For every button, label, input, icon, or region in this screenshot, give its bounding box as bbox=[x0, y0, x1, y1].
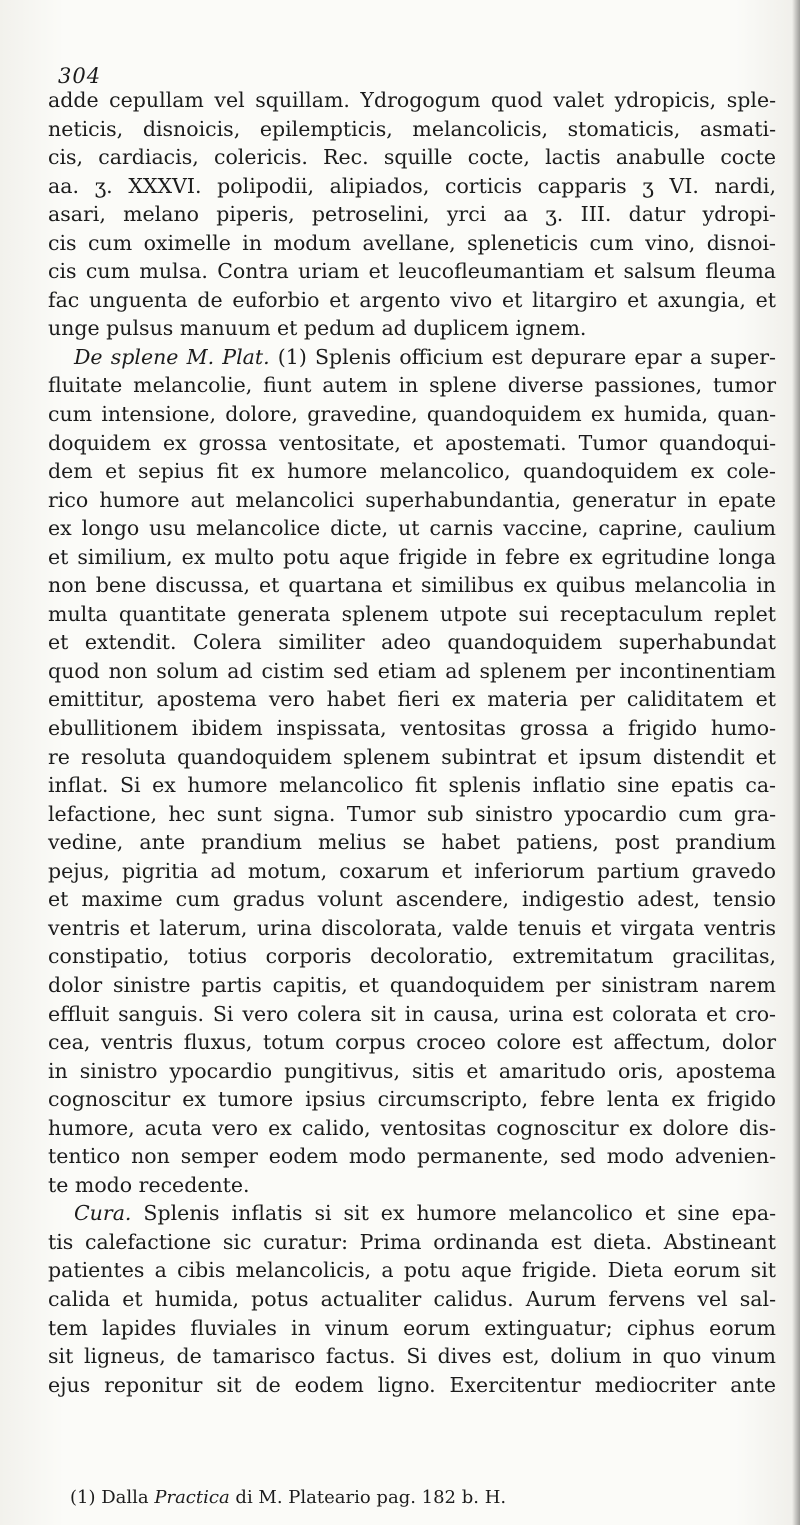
line-text: cea, ventris fluxus, totum corpus croceo colore est affectum, dolor bbox=[48, 1030, 776, 1055]
text-line bbox=[48, 714, 776, 743]
text-line bbox=[48, 1199, 776, 1228]
line-text: quod non solum ad cistim sed etiam ad splenem per incontinentiam bbox=[48, 658, 776, 683]
footnote-title: Practica bbox=[154, 1487, 230, 1508]
text-line bbox=[48, 200, 776, 229]
line-text: adde cepullam vel squillam. Ydrogogum quod valet ydropicis, sple- bbox=[48, 88, 776, 112]
line-text: ex longo usu melancolice dicte, ut carnis vaccine, caprine, caulium bbox=[48, 516, 776, 541]
line-text: cis, cardiacis, colericis. Rec. squille cocte, lactis anabulle cocte bbox=[48, 145, 776, 170]
line-text: (1) Splenis officium est depurare epar a super- bbox=[269, 344, 776, 369]
line-text: effluit sanguis. Si vero colera sit in causa, urina est colorata et cro- bbox=[48, 1001, 776, 1026]
line-text: cis cum oximelle in modum avellane, spleneticis cum vino, disnoi- bbox=[48, 230, 776, 255]
line-text: non bene discussa, et quartana et similibus ex quibus melancolia in bbox=[48, 573, 776, 598]
text-line bbox=[48, 257, 776, 286]
text-line bbox=[48, 1114, 776, 1143]
line-text: rico humore aut melancolici superhabundantia, generatur in epate bbox=[48, 487, 776, 512]
footnote bbox=[70, 1485, 506, 1511]
text-line bbox=[48, 857, 776, 886]
text-line bbox=[48, 743, 776, 772]
text-line bbox=[48, 628, 776, 657]
line-text: in sinistro ypocardio pungitivus, sitis et amaritudo oris, apostema bbox=[48, 1058, 776, 1083]
text-line bbox=[48, 514, 776, 543]
text-line bbox=[48, 429, 776, 458]
line-text: doquidem ex grossa ventositate, et apostemati. Tumor quandoqui- bbox=[48, 430, 776, 455]
text-line bbox=[48, 486, 776, 515]
line-text: humore, acuta vero ex calido, ventositas cognoscitur ex dolore dis- bbox=[48, 1115, 776, 1140]
line-text: inflat. Si ex humore melancolico fit splenis inflatio sine epatis ca- bbox=[48, 773, 776, 798]
line-text: dem et sepius fit ex humore melancolico, quandoquidem ex cole- bbox=[48, 459, 776, 484]
text-line bbox=[48, 1057, 776, 1086]
body-text bbox=[48, 86, 776, 1399]
text-line bbox=[48, 600, 776, 629]
line-text: unge pulsus manuum et pedum ad duplicem ignem. bbox=[48, 316, 587, 341]
line-text: tis calefactione sic curatur: Prima ordinanda est dieta. Abstineant bbox=[48, 1229, 776, 1254]
line-text: emittitur, apostema vero habet fieri ex materia per caliditatem et bbox=[48, 687, 776, 712]
text-line bbox=[48, 1028, 776, 1057]
line-text: cognoscitur ex tumore ipsius circumscripto, febre lenta ex frigido bbox=[48, 1087, 776, 1112]
line-text: sit ligneus, de tamarisco factus. Si dives est, dolium in quo vinum bbox=[48, 1344, 776, 1369]
text-line bbox=[48, 971, 776, 1000]
line-text: ejus reponitur sit de eodem ligno. Exercitentur mediocriter ante bbox=[48, 1372, 776, 1397]
line-text: te modo recedente. bbox=[48, 1172, 250, 1197]
text-line bbox=[48, 942, 776, 971]
text-line bbox=[48, 371, 776, 400]
text-line bbox=[48, 1285, 776, 1314]
line-text: Splenis inflatis si sit ex humore melancolico et sine epa- bbox=[131, 1201, 776, 1226]
line-text: dolor sinistre partis capitis, et quandoquidem per sinistram narem bbox=[48, 972, 776, 997]
line-text: aa. ʒ. XXXVI. polipodii, alipiados, corticis capparis ʒ VI. nardi, bbox=[48, 173, 776, 198]
text-line bbox=[48, 1228, 776, 1257]
text-line bbox=[48, 914, 776, 943]
text-line bbox=[48, 1256, 776, 1285]
text-line bbox=[48, 314, 776, 343]
page-number: 304 bbox=[58, 64, 102, 88]
text-line bbox=[48, 286, 776, 315]
line-text: ebullitionem ibidem inspissata, ventositas grossa a frigido humo- bbox=[48, 716, 776, 741]
text-line bbox=[48, 800, 776, 829]
text-line bbox=[48, 885, 776, 914]
line-text: ventris et laterum, urina discolorata, valde tenuis et virgata ventris bbox=[48, 915, 776, 940]
text-line bbox=[48, 685, 776, 714]
line-text: constipatio, totius corporis decoloratio, extremitatum gracilitas, bbox=[48, 944, 776, 969]
text-line bbox=[48, 543, 776, 572]
line-text: cis cum mulsa. Contra uriam et leucofleumantiam et salsum fleuma bbox=[48, 259, 776, 284]
text-line bbox=[48, 657, 776, 686]
line-text: lefactione, hec sunt signa. Tumor sub sinistro ypocardio cum gra- bbox=[48, 801, 776, 826]
line-text: asari, melano piperis, petroselini, yrci aa ʒ. III. datur ydropi- bbox=[48, 202, 776, 227]
text-line bbox=[48, 571, 776, 600]
line-text: et similium, ex multo potu aque frigide in febre ex egritudine longa bbox=[48, 544, 776, 569]
line-text: fac unguenta de euforbio et argento vivo et litargiro et axungia, et bbox=[48, 287, 776, 312]
text-line bbox=[48, 1142, 776, 1171]
line-text: et maxime cum gradus volunt ascendere, indigestio adest, tensio bbox=[48, 887, 776, 912]
line-text: neticis, disnoicis, epilempticis, melancolicis, stomaticis, asmati- bbox=[48, 116, 776, 141]
footnote-prefix: (1) Dalla bbox=[70, 1487, 155, 1508]
footnote-suffix: di M. Plateario pag. 182 b. H. bbox=[229, 1487, 507, 1508]
text-line bbox=[48, 400, 776, 429]
text-line bbox=[48, 1171, 776, 1200]
text-line bbox=[48, 1314, 776, 1343]
line-text: pejus, pigritia ad motum, coxarum et inferiorum partium gravedo bbox=[48, 858, 776, 883]
text-line bbox=[48, 1371, 776, 1400]
text-line bbox=[48, 229, 776, 258]
text-line bbox=[48, 143, 776, 172]
text-line bbox=[48, 1000, 776, 1029]
text-line bbox=[48, 86, 776, 115]
text-line bbox=[48, 457, 776, 486]
section-label: De splene M. Plat. bbox=[74, 344, 270, 369]
line-text: tem lapides fluviales in vinum eorum extinguatur; ciphus eorum bbox=[48, 1315, 776, 1340]
text-line bbox=[48, 771, 776, 800]
text-line bbox=[48, 1085, 776, 1114]
line-text: cum intensione, dolore, gravedine, quandoquidem ex humida, quan- bbox=[48, 402, 776, 427]
text-line bbox=[48, 1342, 776, 1371]
line-text: et extendit. Colera similiter adeo quandoquidem superhabundat bbox=[48, 630, 776, 655]
text-line bbox=[48, 115, 776, 144]
line-text: fluitate melancolie, fiunt autem in splene diverse passiones, tumor bbox=[48, 373, 776, 398]
line-text: vedine, ante prandium melius se habet patiens, post prandium bbox=[48, 830, 776, 855]
line-text: multa quantitate generata splenem utpote sui receptaculum replet bbox=[48, 601, 776, 626]
section-label: Cura. bbox=[74, 1201, 132, 1226]
line-text: re resoluta quandoquidem splenem subintrat et ipsum distendit et bbox=[48, 744, 776, 769]
text-line bbox=[48, 172, 776, 201]
text-line bbox=[48, 828, 776, 857]
line-text: tentico non semper eodem modo permanente, sed modo advenien- bbox=[48, 1144, 776, 1169]
text-line bbox=[48, 343, 776, 372]
line-text: patientes a cibis melancolicis, a potu aque frigide. Dieta eorum sit bbox=[48, 1258, 776, 1283]
line-text: calida et humida, potus actualiter calidus. Aurum fervens vel sal- bbox=[48, 1286, 776, 1311]
